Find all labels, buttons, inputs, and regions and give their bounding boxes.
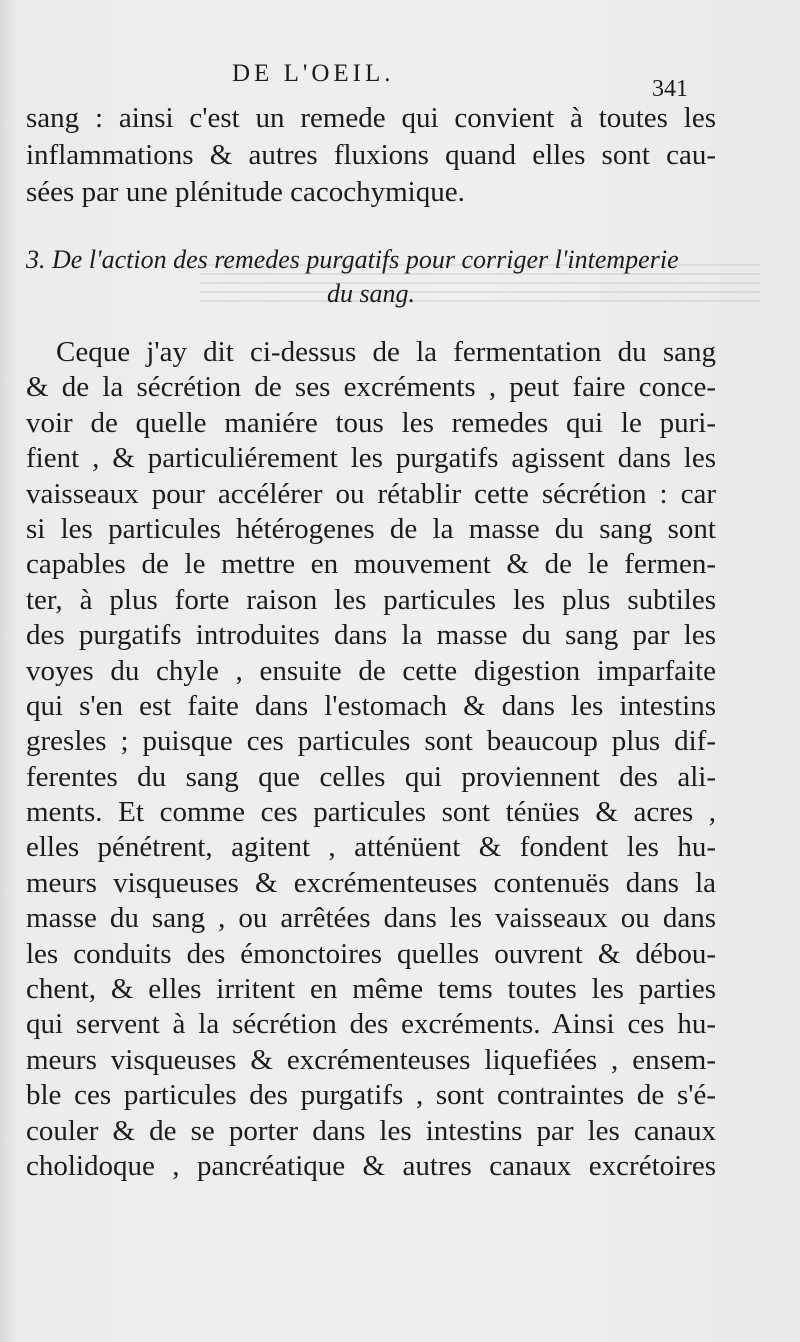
text-line: des purgatifs introduites dans la masse du sang par les <box>26 619 716 652</box>
text-line: voyes du chyle , ensuite de cette digestion imparfaite <box>26 654 716 687</box>
text-line: voir de quelle maniére tous les remedes qui le puri- <box>26 406 716 439</box>
text-line: couler & de se porter dans les intestins par les canaux <box>26 1114 716 1147</box>
continuation-paragraph <box>26 100 716 211</box>
text-line: ble ces particules des purgatifs , sont contraintes de s'é- <box>26 1079 716 1112</box>
text-line: gresles ; puisque ces particules sont beaucoup plus dif- <box>26 725 716 758</box>
page-number: 341 <box>652 76 688 102</box>
text-line: capables de le mettre en mouvement & de le fermen- <box>26 548 716 581</box>
text-line: inflammations & autres fluxions quand elles sont cau- <box>26 139 716 171</box>
text-line: Ceque j'ay dit ci-dessus de la fermentation du sang <box>56 336 716 368</box>
text-line: chent, & elles irritent en même tems toutes les parties <box>26 973 716 1006</box>
text-line: masse du sang , ou arrêtées dans les vaisseaux ou dans <box>26 902 716 935</box>
section-heading-line: du sang. <box>326 279 416 308</box>
section-heading <box>26 243 716 311</box>
text-line: cholidoque , pancréatique & autres canaux excrétoires <box>26 1149 716 1182</box>
text-line: qui servent à la sécrétion des excréments. Ainsi ces hu- <box>26 1008 716 1041</box>
text-line: ter, à plus forte raison les particules les plus subtiles <box>26 583 716 616</box>
text-line: ferentes du sang que celles qui proviennent des ali- <box>26 760 716 793</box>
text-line: les conduits des émonctoires quelles ouvrent & débou- <box>26 937 716 970</box>
text-line: & de la sécrétion de ses excréments , peut faire conce- <box>26 371 716 404</box>
text-block <box>26 100 716 1184</box>
text-line: meurs visqueuses & excrémenteuses liquefiées , ensem- <box>26 1043 716 1076</box>
text-line: meurs visqueuses & excrémenteuses contenuës dans la <box>26 866 716 899</box>
running-head: DE L'OEIL. <box>232 60 395 87</box>
text-line: elles pénétrent, agitent , atténüent & fondent les hu- <box>26 831 716 864</box>
section-heading-line: 3. De l'action des remedes purgatifs pour corriger l'intemperie <box>26 245 679 274</box>
page-header <box>0 52 800 102</box>
text-line: si les particules hétérogenes de la masse du sang sont <box>26 512 716 545</box>
text-line: sang : ainsi c'est un remede qui convient à toutes les <box>26 102 716 134</box>
text-line: qui s'en est faite dans l'estomach & dans les intestins <box>26 689 716 722</box>
text-line: fient , & particuliérement les purgatifs agissent dans les <box>26 442 716 475</box>
body-paragraph <box>26 335 716 1184</box>
text-line: vaisseaux pour accélérer ou rétablir cette sécrétion : car <box>26 477 716 510</box>
text-line: ments. Et comme ces particules sont ténües & acres , <box>26 796 716 829</box>
text-line: sées par une plénitude cacochymique. <box>26 176 465 208</box>
